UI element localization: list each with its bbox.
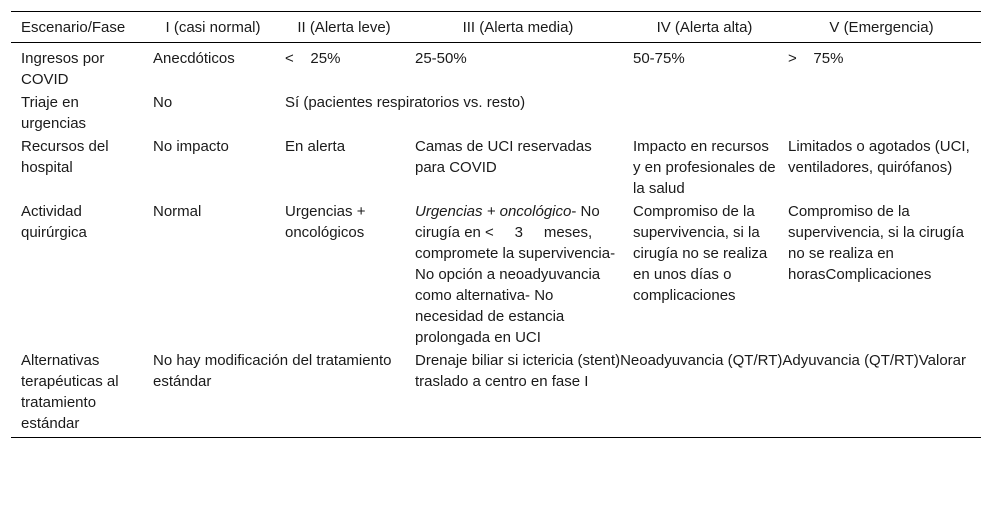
cell-fase-2: En alerta bbox=[285, 138, 346, 155]
header-row bbox=[11, 12, 981, 43]
header-fase-2: II (Alerta leve) bbox=[279, 12, 409, 43]
cell-fase-3-5: Drenaje biliar si ictericia (stent)Neoadyuvancia (QT/RT)Adyuvancia (QT/RT)Valorar traslado a centro en fase I bbox=[409, 349, 981, 438]
cell-fase-4: Compromiso de la supervivencia, si la cirugía no se realiza en unos días o complicaciones bbox=[633, 203, 768, 304]
row-label: Triaje en urgencias bbox=[21, 94, 87, 132]
table-row-triaje bbox=[11, 91, 981, 135]
header-fase-4: IV (Alerta alta) bbox=[627, 12, 782, 43]
cell-fase-3 bbox=[409, 200, 627, 349]
cell-fase-3: Camas de UCI reservadas para COVID bbox=[415, 138, 592, 176]
table-row-ingresos bbox=[11, 43, 981, 92]
cell-fase-1: No bbox=[153, 94, 173, 111]
table-row-actividad bbox=[11, 200, 981, 349]
row-label: Actividad quirúrgica bbox=[21, 203, 87, 241]
phase-table bbox=[11, 11, 981, 438]
cell-fase-1: Anecdóticos bbox=[153, 50, 235, 67]
row-label: Recursos del hospital bbox=[21, 138, 109, 176]
header-fase-3: III (Alerta media) bbox=[409, 12, 627, 43]
header-fase-1: I (casi normal) bbox=[147, 12, 279, 43]
table-row-alternativas bbox=[11, 349, 981, 438]
cell-fase-3-rest: - No cirugía en < 3 meses, compromete la supervivencia- No opción a neoadyuvancia como alternativa- No necesidad de estancia prolongada en UCI bbox=[415, 203, 616, 346]
cell-fase-5: Compromiso de la supervivencia, si la cirugía no se realiza en horasComplicaciones bbox=[788, 203, 964, 283]
table-row-recursos bbox=[11, 135, 981, 200]
row-label: Alternativas terapéuticas al tratamiento estándar bbox=[11, 349, 147, 438]
cell-fase-1: Normal bbox=[153, 203, 202, 220]
cell-fase-4: Impacto en recursos y en profesionales de la salud bbox=[633, 138, 776, 197]
cell-fase-1-2: No hay modificación del tratamiento estándar bbox=[147, 349, 409, 438]
row-label: Ingresos por COVID bbox=[21, 50, 105, 88]
cell-fase-2: < 25% bbox=[285, 50, 341, 67]
cell-fase-5: > 75% bbox=[788, 50, 844, 67]
cell-fase-3: 25-50% bbox=[415, 50, 467, 67]
cell-fase-3-italic: Urgencias + oncológico bbox=[415, 203, 572, 220]
cell-fase-5: Limitados o agotados (UCI, ventiladores, quirófanos) bbox=[788, 138, 970, 176]
cell-fase-2-5: Sí (pacientes respiratorios vs. resto) bbox=[285, 94, 526, 111]
cell-fase-1: No impacto bbox=[153, 138, 229, 155]
header-escenario: Escenario/Fase bbox=[11, 12, 147, 43]
cell-fase-4: 50-75% bbox=[633, 50, 685, 67]
header-fase-5: V (Emergencia) bbox=[782, 12, 981, 43]
cell-fase-2: Urgencias + oncológicos bbox=[285, 203, 366, 241]
